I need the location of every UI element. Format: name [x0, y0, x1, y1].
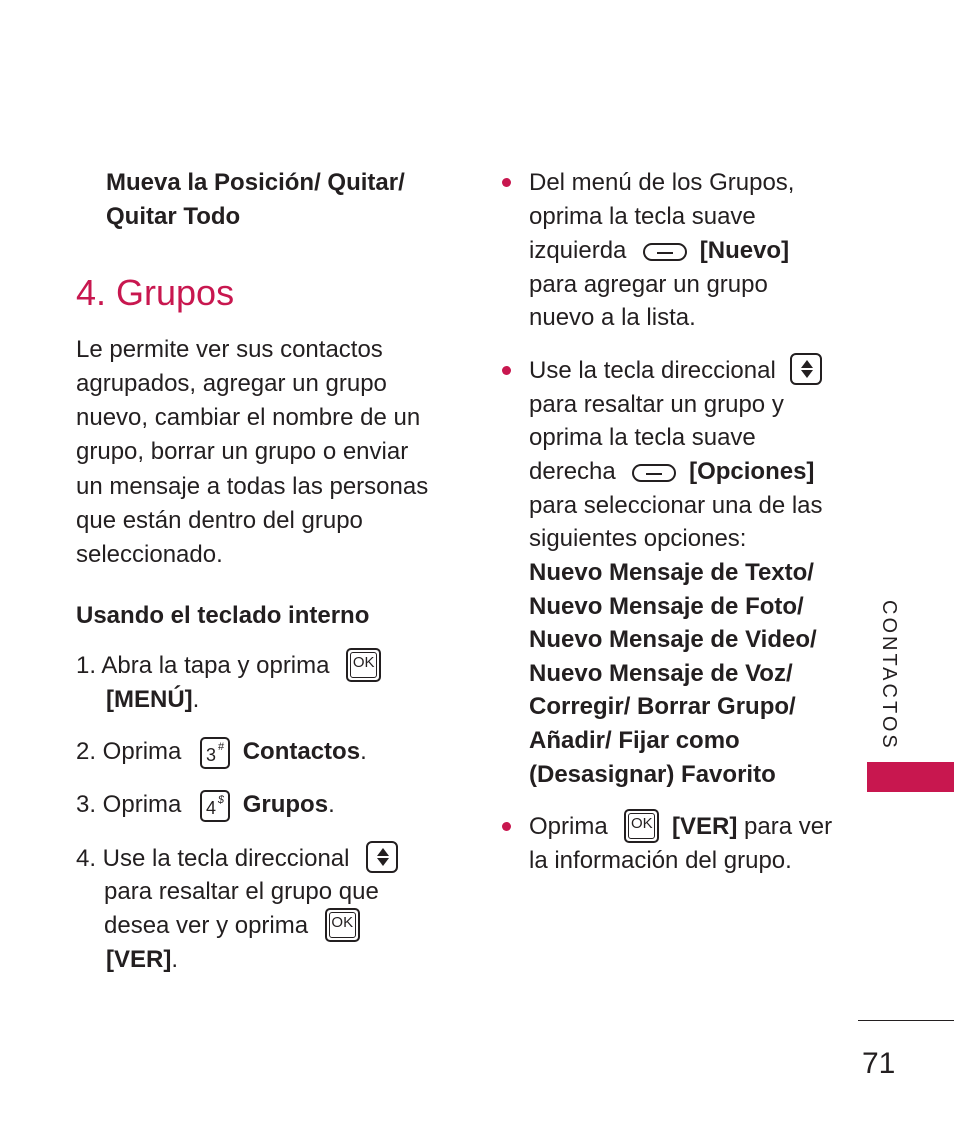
step-3-text: 3. Oprima [76, 791, 182, 818]
key-digit: 4 [206, 797, 217, 818]
bullet-1-line: Del menú de los Grupos, [529, 169, 795, 196]
bullet-1-line: oprima la tecla suave [529, 203, 756, 230]
bullet-icon [502, 822, 511, 831]
punct: . [171, 946, 179, 973]
nuevo-label: [Nuevo] [699, 237, 790, 264]
ok-key-icon: OK [346, 648, 381, 682]
continued-line: Quitar Todo [106, 203, 241, 230]
option-item: Nuevo Mensaje de Texto/ [529, 559, 814, 586]
section-tab-marker [867, 762, 954, 792]
bullet-1-line: nuevo a la lista. [529, 304, 696, 331]
option-item: Nuevo Mensaje de Voz/ [529, 660, 793, 687]
continued-line: Mueva la Posición/ Quitar/ [106, 169, 405, 196]
punct: . [360, 738, 367, 765]
bullet-2-line: para seleccionar una de las [529, 492, 823, 519]
nav-key-icon [366, 841, 398, 873]
intro-line: grupo, borrar un grupo o enviar [76, 438, 409, 465]
option-item: Nuevo Mensaje de Foto/ [529, 593, 804, 620]
step-4 [76, 842, 398, 876]
step-4-cont [106, 943, 178, 977]
intro-line: agrupados, agregar un grupo [76, 370, 387, 397]
section-tab-label: CONTACTOS [878, 600, 900, 751]
intro-line: que están dentro del grupo [76, 507, 363, 534]
option-item: (Desasignar) Favorito [529, 761, 776, 788]
step-4-line: para resaltar el grupo que [104, 878, 379, 905]
bullet-3-text: para ver [744, 813, 833, 840]
step-4-line [104, 909, 360, 943]
ver-label: [VER] [106, 946, 172, 973]
step-1 [76, 649, 381, 683]
key-symbol: $ [217, 793, 225, 806]
footer-divider [858, 1020, 954, 1021]
arrow-down-icon [801, 370, 813, 378]
ok-key-icon: OK [624, 809, 659, 843]
option-item: Corregir/ Borrar Grupo/ [529, 693, 796, 720]
key-symbol: # [217, 740, 225, 753]
intro-line: un mensaje a todas las personas [76, 473, 429, 500]
menu-label: [MENÚ] [106, 686, 193, 713]
bullet-3-text: Oprima [529, 813, 608, 840]
nav-key-icon [790, 353, 822, 385]
bullet-2-line: siguientes opciones: [529, 525, 747, 552]
opciones-label: [Opciones] [689, 458, 815, 485]
step-4-text: 4. Use la tecla direccional [76, 845, 350, 872]
arrow-up-icon [801, 360, 813, 368]
subheading: Usando el teclado interno [76, 602, 370, 629]
bullet-2-line: oprima la tecla suave [529, 424, 756, 451]
bullet-1-line: para agregar un grupo [529, 271, 768, 298]
contactos-label: Contactos [242, 738, 361, 765]
intro-line: nuevo, cambiar el nombre de un [76, 404, 421, 431]
arrow-down-icon [377, 858, 389, 866]
intro-line: seleccionado. [76, 541, 223, 568]
ver-label: [VER] [672, 813, 738, 840]
bullet-icon [502, 178, 511, 187]
option-item: Nuevo Mensaje de Video/ [529, 626, 817, 653]
option-item: Añadir/ Fijar como [529, 727, 740, 754]
step-2-text: 2. Oprima [76, 738, 182, 765]
ok-key-icon: OK [325, 908, 360, 942]
right-soft-key-icon [632, 464, 676, 482]
key-digit: 3 [206, 744, 217, 765]
punct: . [192, 686, 200, 713]
arrow-up-icon [377, 848, 389, 856]
page-number: 71 [862, 1047, 896, 1080]
bullet-icon [502, 366, 511, 375]
step-2 [76, 735, 367, 769]
bullet-3-line [529, 810, 832, 844]
bullet-2-text: Use la tecla direccional [529, 357, 776, 384]
bullet-2-text: derecha [529, 458, 616, 485]
bullet-1-line [529, 234, 789, 268]
intro-line: Le permite ver sus contactos [76, 336, 383, 363]
section-heading: 4. Grupos [76, 272, 235, 313]
left-soft-key-icon [643, 243, 687, 261]
bullet-2-line: para resaltar un grupo y [529, 391, 784, 418]
step-1-cont [106, 683, 199, 717]
grupos-label: Grupos [242, 791, 329, 818]
key-4-icon [200, 790, 230, 822]
bullet-2-line [529, 354, 822, 388]
step-1-text: 1. Abra la tapa y oprima [76, 652, 330, 679]
bullet-1-text: izquierda [529, 237, 627, 264]
bullet-2-line [529, 455, 814, 489]
step-3 [76, 788, 335, 822]
key-3-icon [200, 737, 230, 769]
step-4-text: desea ver y oprima [104, 912, 309, 939]
punct: . [328, 791, 335, 818]
bullet-3-line: la información del grupo. [529, 847, 792, 874]
